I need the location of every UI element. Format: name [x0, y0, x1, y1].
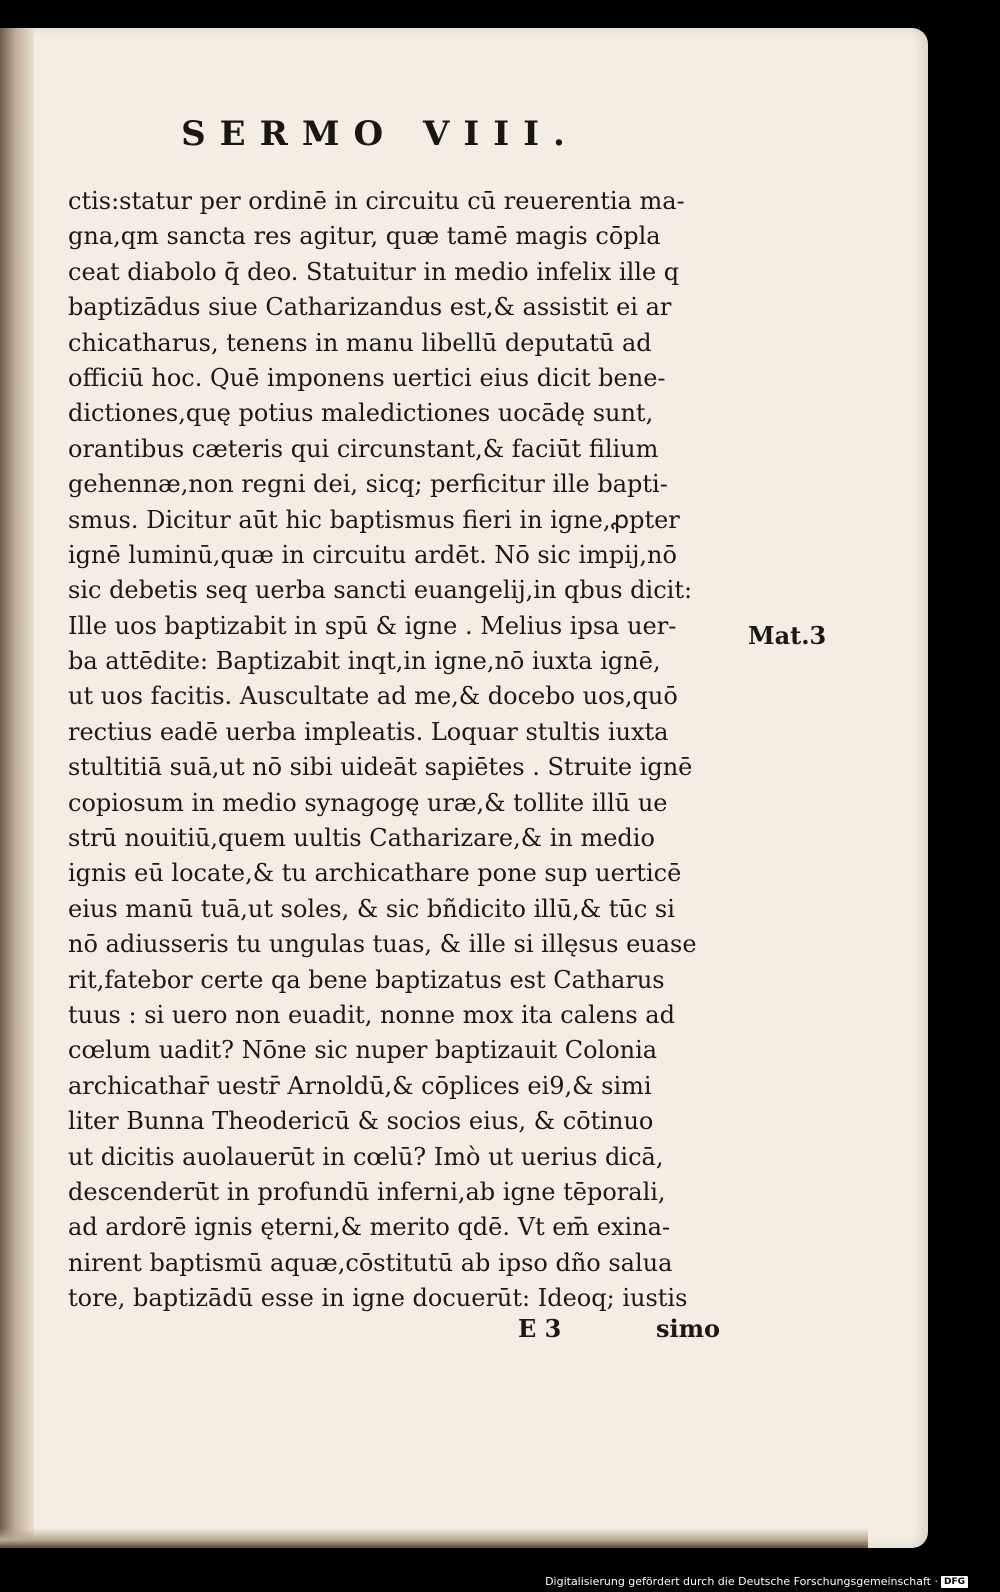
text-line: orantibus cæteris qui circunstant,& faciūt filium: [68, 434, 659, 463]
text-line: ut uos facitis. Auscultate ad me,& docebo uos,quō: [68, 682, 678, 711]
footer-credit: [545, 1575, 968, 1588]
text-line: liter Bunna Theodericū & socios eius, & cōtinuo: [68, 1107, 654, 1136]
text-line: sic debetis seq uerba sancti euangelij,in qbus dicit:: [68, 576, 693, 605]
text-line: tore, baptizādū esse in igne docuerūt: Ideoq; iustis: [68, 1284, 688, 1313]
text-line: ut dicitis auolauerūt in cœlū? Imò ut uerius dicā,: [68, 1142, 664, 1171]
text-line: ignē luminū,quæ in circuitu ardēt. Nō sic impij,nō: [68, 540, 677, 569]
text-line: gna,qm sancta res agitur, quæ tamē magis cōpla: [68, 222, 661, 251]
text-line: cœlum uadit? Nōne sic nuper baptizauit Colonia: [68, 1036, 658, 1065]
text-line: eius manū tuā,ut soles, & sic bñdicito illū,& tūc si: [68, 894, 675, 923]
page-gutter: [0, 28, 34, 1548]
text-line: tuus : si uero non euadit, nonne mox ita calens ad: [68, 1000, 675, 1029]
text-line: ceat diabolo q̄ deo. Statuitur in medio infelix ille q: [68, 257, 680, 286]
main-text-block: [68, 184, 748, 1317]
text-line: ctis:statur per ordinē in circuitu cū reuerentia ma-: [68, 187, 685, 215]
text-line: nō adiusseris tu ungulas tuas, & ille si illęsus euase: [68, 930, 697, 959]
page-edge-stain: [0, 1528, 868, 1548]
footer-text: Digitalisierung gefördert durch die Deutsche Forschungsgemeinschaft ·: [545, 1575, 938, 1588]
text-line: archicathar̄ uestr̄ Arnoldū,& cōplices ei9,& simi: [68, 1071, 652, 1100]
text-line: chicatharus, tenens in manu libellū deputatū ad: [68, 328, 652, 357]
text-line: strū nouitiū,quem uultis Catharizare,& in medio: [68, 824, 655, 853]
text-line: officiū hoc. Quē imponens uertici eius dicit bene-: [68, 363, 666, 392]
text-line: dictiones,quę potius maledictiones uocādę sunt,: [68, 399, 654, 428]
marginal-note: Mat.3: [748, 621, 827, 650]
dfg-logo-icon: DFG: [941, 1576, 968, 1588]
text-line: rit,fatebor certe qa bene baptizatus est Catharus: [68, 965, 665, 994]
text-line: baptizādus siue Catharizandus est,& assistit ei ar: [68, 293, 672, 322]
catchword: simo: [656, 1314, 721, 1343]
text-line: ba attēdite: Baptizabit inqt,in igne,nō iuxta ignē,: [68, 647, 661, 676]
text-line: rectius eadē uerba impleatis. Loquar stultis iuxta: [68, 717, 669, 746]
text-line: stultitiā suā,ut nō sibi uideāt sapiētes . Struite ignē: [68, 753, 693, 782]
text-line: ad ardorē ignis ęterni,& merito qdē. Vt em̄ exina-: [68, 1213, 671, 1242]
text-line: descenderūt in profundū inferni,ab igne tēporali,: [68, 1177, 666, 1206]
running-header: SERMO VIII.: [181, 114, 579, 154]
signature-mark: E 3: [518, 1314, 562, 1343]
text-line: copiosum in medio synagogę uræ,& tollite illū ue: [68, 788, 668, 817]
text-line: smus. Dicitur aūt hic baptismus fieri in igne,ꝓpter: [68, 505, 680, 534]
text-line: ignis eū locate,& tu archicathare pone sup uerticē: [68, 859, 682, 888]
text-line: nirent baptismū aquæ,cōstitutū ab ipso dño salua: [68, 1248, 673, 1277]
book-page: [0, 28, 928, 1548]
text-line: gehennæ,non regni dei, sicq; perficitur ille bapti-: [68, 470, 668, 499]
text-line: Ille uos baptizabit in spū & igne . Melius ipsa uer-: [68, 611, 677, 640]
